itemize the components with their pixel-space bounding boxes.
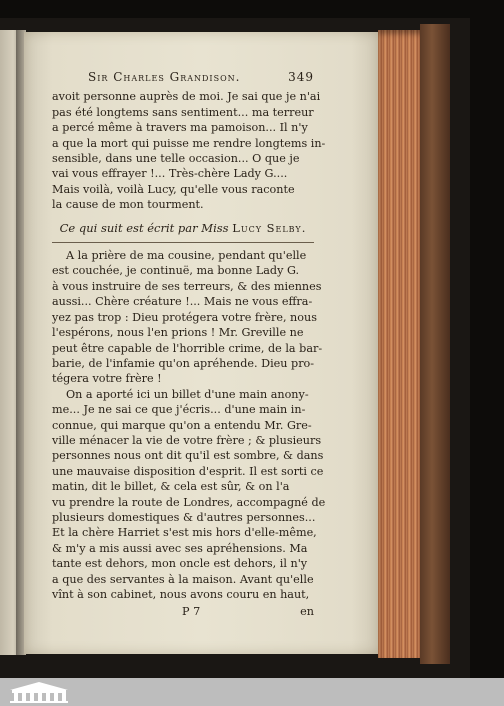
text-line: connue, qui marque qu'on a entendu Mr. Gre- bbox=[52, 418, 312, 432]
text-line: tégera votre frère ! bbox=[52, 372, 162, 386]
text-line: & m'y a mis aussi avec ses apréhensions. Ma bbox=[52, 541, 308, 555]
text-line: ville ménacer la vie de votre frère ; & plusieurs bbox=[52, 433, 322, 447]
text-line: vai vous effrayer !... Très-chère Lady G.... bbox=[52, 167, 288, 181]
text-line: peut être capable de l'horrible crime, de la bar- bbox=[52, 341, 323, 355]
text-line: pas été longtems sans sentiment... ma terreur bbox=[52, 105, 314, 119]
text-line: a que des servantes à la maison. Avant qu'elle bbox=[52, 572, 314, 586]
running-title: Sir Charles Grandison. bbox=[88, 70, 241, 84]
section-subheading bbox=[52, 221, 314, 236]
text-line: A la prière de ma cousine, pendant qu'elle bbox=[66, 249, 307, 263]
text-line: tante est dehors, mon oncle est dehors, il n'y bbox=[52, 557, 308, 571]
page-number: 349 bbox=[288, 70, 314, 84]
book-cover-edge bbox=[420, 24, 450, 664]
text-line: On a aporté ici un billet d'une main anony- bbox=[66, 387, 309, 401]
text-line: vînt à son cabinet, nous avons couru en haut, bbox=[52, 588, 310, 601]
text-line: barie, de l'infamie qu'on apréhende. Dieu pro- bbox=[52, 356, 315, 370]
text-line: l'espérons, nous l'en prions ! Mr. Greville ne bbox=[52, 326, 304, 340]
paragraph-1 bbox=[52, 89, 326, 212]
signature-mark: P 7 bbox=[182, 605, 201, 619]
running-header bbox=[52, 70, 314, 85]
text-line: a que la mort qui puisse me rendre longtems in- bbox=[52, 136, 326, 150]
text-line: personnes nous ont dit qu'il est sombre, & dans bbox=[52, 449, 324, 463]
library-building-icon bbox=[4, 680, 74, 704]
subheading-italic: Ce qui suit est écrit par Miss bbox=[59, 220, 229, 235]
paragraph-3 bbox=[52, 387, 326, 603]
text-line: une mauvaise disposition d'esprit. Il est sorti ce bbox=[52, 464, 324, 478]
text-line: sensible, dans une telle occasion... O que je bbox=[52, 152, 300, 166]
text-line: a percé même à travers ma pamoison... Il n'y bbox=[52, 121, 308, 135]
subheading-name: Lucy Selby. bbox=[232, 220, 307, 235]
text-line: Mais voilà, voilà Lucy, qu'elle vous raconte bbox=[52, 182, 295, 196]
text-line: à vous instruire de ses terreurs, & des miennes bbox=[52, 279, 322, 293]
page-text bbox=[52, 70, 326, 620]
text-line: avoit personne auprès de moi. Je sai que je n'ai bbox=[52, 90, 321, 104]
text-line: Et la chère Harriet s'est mis hors d'elle-même, bbox=[52, 526, 317, 540]
text-line: vu prendre la route de Londres, accompagné de bbox=[52, 495, 326, 509]
text-line: matin, dit le billet, & cela est sûr, & on l'a bbox=[52, 480, 290, 494]
divider-rule bbox=[52, 242, 314, 243]
catchword: en bbox=[300, 605, 314, 619]
text-line: me... Je ne sai ce que j'écris... d'une main in- bbox=[52, 403, 306, 417]
text-line: plusieurs domestiques & d'autres personnes... bbox=[52, 510, 316, 524]
page-footer bbox=[52, 604, 314, 619]
text-line: yez pas trop : Dieu protégera votre frère, nous bbox=[52, 310, 317, 324]
text-line: la cause de mon tourment. bbox=[52, 198, 204, 212]
text-line: aussi... Chère créature !... Mais ne vous effra- bbox=[52, 295, 313, 309]
paragraph-2 bbox=[52, 248, 323, 387]
text-line: est couchée, je continuë, ma bonne Lady G. bbox=[52, 264, 300, 278]
viewer-bottom-strip bbox=[0, 678, 504, 706]
